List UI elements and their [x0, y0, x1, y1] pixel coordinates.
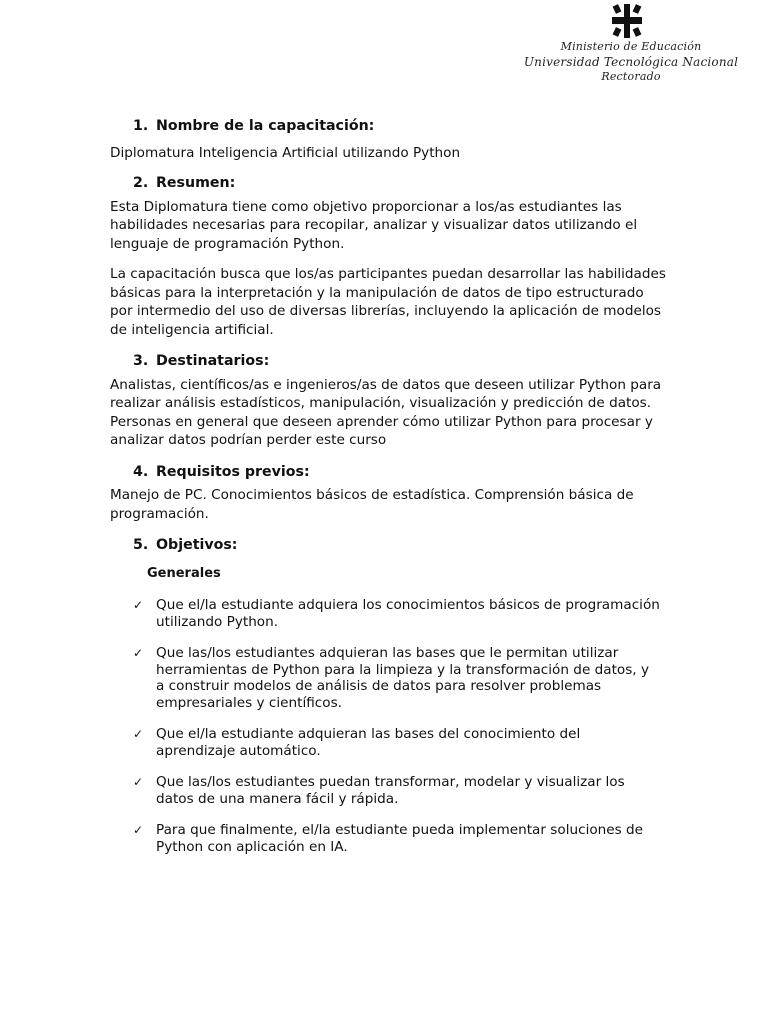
list-item — [133, 726, 670, 759]
objectives-list — [110, 597, 670, 855]
rectorate-line: Rectorado — [601, 70, 661, 83]
summary-paragraph-2: La capacitación busca que los/as participantes puedan desarrollar las habilidades básicas para la interpretación y la manipulación de datos de tipo estructurado por intermedio del uso de diversas librerías, incluyendo la aplicación de modelos de inteligencia artificial. — [110, 266, 666, 338]
checkmark-icon: ✓ — [133, 823, 144, 837]
checkmark-icon: ✓ — [133, 775, 144, 789]
document-body — [110, 117, 670, 855]
objective-text: Para que finalmente, el/la estudiante pueda implementar soluciones de Python con aplicación en IA. — [156, 822, 644, 855]
list-item — [133, 774, 670, 807]
section-title: Objetivos: — [156, 537, 238, 553]
section-title: Resumen: — [156, 175, 236, 191]
section-number: 2. — [133, 175, 149, 191]
checkmark-icon: ✓ — [133, 727, 144, 741]
section-title: Destinatarios: — [156, 353, 270, 369]
ministry-line: Ministerio de Educación — [560, 40, 702, 53]
objective-text: Que las/los estudiantes puedan transformar, modelar y visualizar los datos de una manera fácil y rápida. — [156, 774, 625, 807]
objective-text: Que las/los estudiantes adquieran las bases que le permitan utilizar herramientas de Python para la limpieza y la transformación de datos, y a construir modelos de análisis de datos para resolver problemas empresariales y científicos. — [156, 645, 649, 711]
checkmark-icon: ✓ — [133, 598, 144, 612]
list-item — [133, 645, 670, 711]
checkmark-icon: ✓ — [133, 646, 144, 660]
section-number: 1. — [133, 118, 149, 134]
section-heading-5 — [133, 536, 670, 555]
section-number: 3. — [133, 353, 149, 369]
section-title: Nombre de la capacitación: — [156, 118, 375, 134]
objectives-subheading: Generales — [147, 565, 221, 581]
audience-paragraph: Analistas, científicos/as e ingenieros/as de datos que deseen utilizar Python para realizar análisis estadísticos, manipulación, visualización y predicción de datos. Personas en general que deseen aprender cómo utilizar Python para procesar y analizar datos podrían perder este curso — [110, 376, 662, 448]
section-heading-4 — [133, 463, 670, 482]
section-heading-1 — [133, 117, 670, 136]
summary-paragraph-1: Esta Diplomatura tiene como objetivo proporcionar a los/as estudiantes las habilidades necesarias para recopilar, analizar y visualizar datos utilizando el lenguaje de programación Python. — [110, 198, 638, 252]
section-title: Requisitos previos: — [156, 463, 310, 480]
course-name-text: Diplomatura Inteligencia Artificial utilizando Python — [110, 144, 461, 161]
list-item — [133, 597, 670, 630]
prerequisites-paragraph: Manejo de PC. Conocimientos básicos de estadística. Comprensión básica de programación. — [110, 487, 634, 522]
section-number: 4. — [133, 463, 149, 480]
section-heading-2 — [133, 174, 670, 193]
letterhead — [500, 0, 768, 92]
objective-text: Que el/la estudiante adquieran las bases del conocimiento del aprendizaje automático. — [156, 726, 581, 759]
list-item — [133, 822, 670, 855]
university-line: Universidad Tecnológica Nacional — [523, 55, 739, 69]
section-number: 5. — [133, 537, 149, 553]
objective-text: Que el/la estudiante adquiera los conocimientos básicos de programación utilizando Python. — [156, 597, 660, 630]
section-heading-3 — [133, 352, 670, 371]
utn-logo-icon — [612, 4, 642, 38]
